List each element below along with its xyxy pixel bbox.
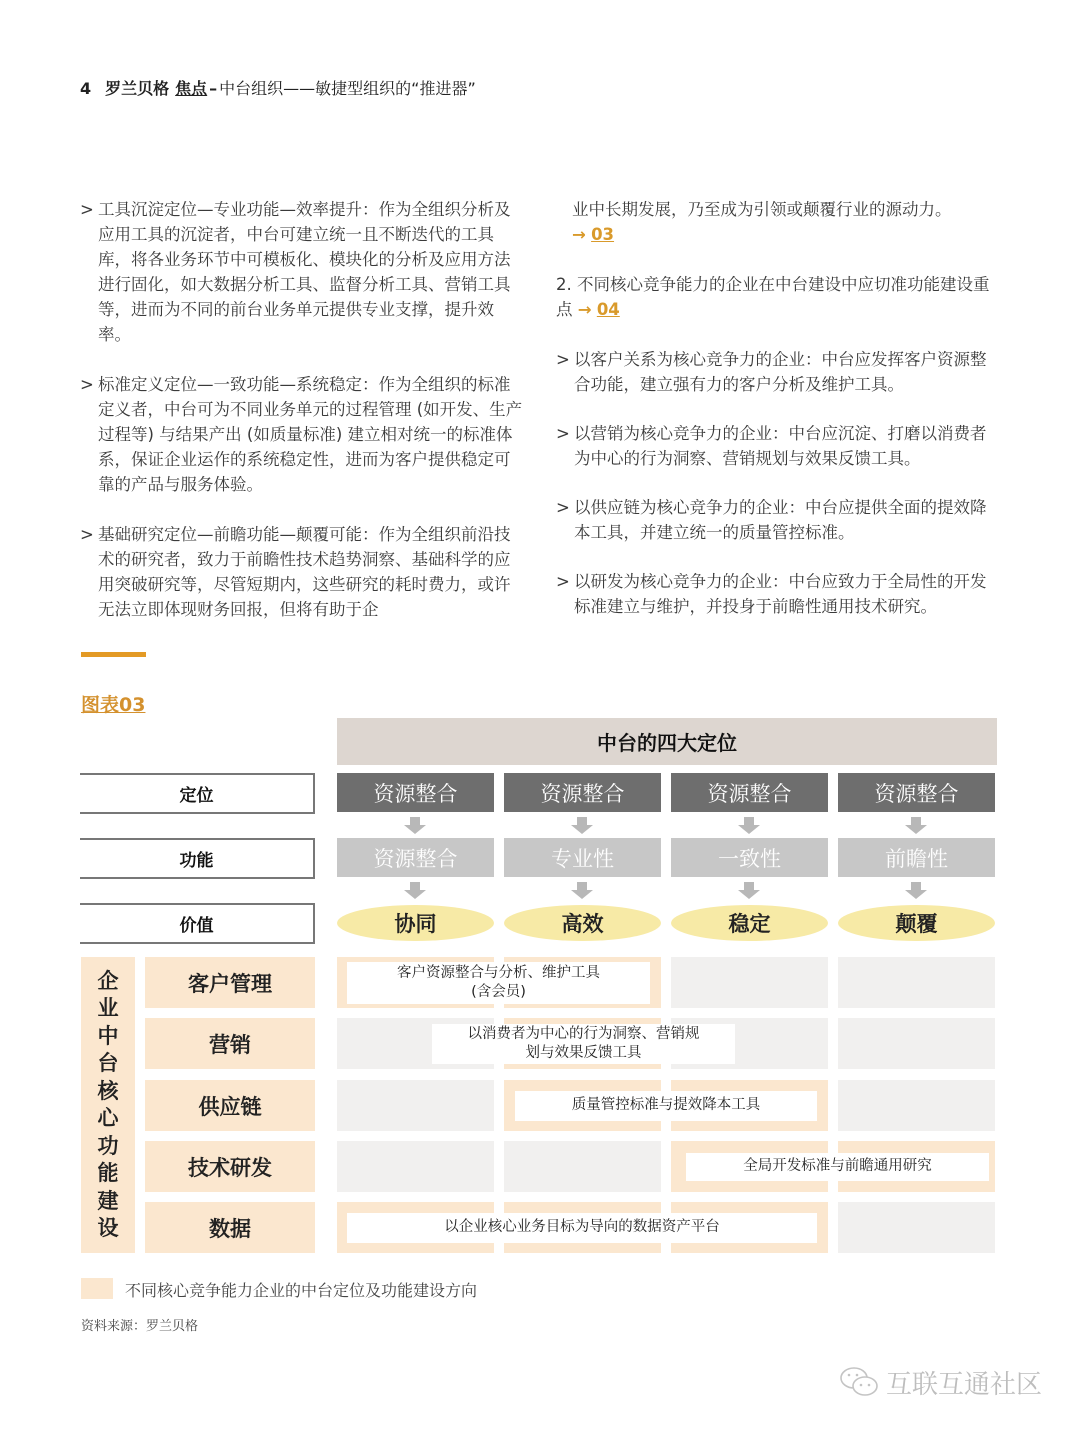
continuation-text: 业中长期发展，乃至成为引领或颠覆行业的源动力。 [572, 200, 952, 219]
vertical-label-char: 建 [97, 1188, 119, 1213]
matrix-cell [838, 1202, 995, 1253]
row-label-value: 价值 [80, 903, 315, 944]
figure-title: 图表03 [81, 694, 146, 716]
value-ellipse: 稳定 [671, 905, 828, 941]
page-header [80, 76, 476, 99]
bullet-marker: > [80, 375, 94, 394]
bullet-text: 以研发为核心竞争力的企业：中台应致力于全局性的开发标准建立与维护，并投身于前瞻性通用技术研究。 [574, 572, 987, 616]
positioning-cell: 资源整合 [838, 773, 995, 812]
matrix-cell [337, 1080, 494, 1131]
wechat-icon [838, 1365, 882, 1401]
matrix-row-label: 技术研发 [145, 1141, 315, 1192]
legend-text: 不同核心竞争能力企业的中台定位及功能建设方向 [125, 1281, 478, 1300]
bullet-item [80, 522, 526, 622]
header-dash: – [209, 79, 218, 98]
page-number: 4 [80, 79, 92, 98]
focus-label: 焦点 [175, 79, 208, 98]
function-cell: 前瞻性 [838, 838, 995, 877]
vertical-label-char: 能 [97, 1161, 119, 1185]
matrix-note: 以企业核心业务目标为导向的数据资产平台 [347, 1213, 817, 1243]
vertical-label-char: 业 [97, 996, 119, 1020]
vertical-label [81, 957, 135, 1253]
point-2 [556, 272, 1002, 322]
matrix-row-label: 数据 [145, 1202, 315, 1253]
bullet-item [556, 421, 1002, 471]
bullet-text: 标准定义定位—一致功能—系统稳定：作为全组织的标准定义者，中台可为不同业务单元的过程管理 (如开发、生产过程等) 与结果产出 (如质量标准) 建立相对统一的标准体系，保证企业运作的系统稳定性，进而为客户提供稳定可靠的产品与服务体验。 [98, 375, 523, 494]
legend-swatch [81, 1278, 113, 1299]
header-title: 中台组织——敏捷型组织的“推进器” [219, 79, 476, 98]
matrix-note: 全局开发标准与前瞻通用研究 [686, 1153, 989, 1181]
matrix-row-label: 营销 [145, 1018, 315, 1069]
bullet-item [556, 495, 1002, 545]
matrix-note: 质量管控标准与提效降本工具 [515, 1091, 817, 1121]
positioning-cell: 资源整合 [504, 773, 661, 812]
bullet-item [556, 569, 1002, 619]
row-label-positioning: 定位 [80, 773, 315, 814]
positioning-cell: 资源整合 [337, 773, 494, 812]
matrix-cell [671, 957, 828, 1008]
arrow-right-icon: → [572, 225, 586, 244]
vertical-label-char: 功 [97, 1133, 119, 1158]
arrow-right-icon: → [577, 300, 592, 319]
point-2-text: 2. 不同核心竞争能力的企业在中台建设中应切准功能建设重点 [556, 275, 990, 319]
vertical-label-char: 设 [97, 1216, 119, 1240]
vertical-label-char: 心 [97, 1106, 119, 1130]
bullet-text: 基础研究定位—前瞻功能—颠覆可能：作为全组织前沿技术的研究者，致力于前瞻性技术趋势洞察、基础科学的应用突破研究等，尽管短期内，这些研究的耗时费力，或许无法立即体现财务回报，但将有助于企 [98, 525, 511, 619]
bullet-marker: > [80, 525, 94, 544]
matrix-cell [838, 957, 995, 1008]
source-note: 资料来源：罗兰贝格 [81, 1319, 199, 1334]
bullet-text: 以供应链为核心竞争力的企业：中台应提供全面的提效降本工具，并建立统一的质量管控标准。 [574, 498, 987, 542]
figure-header: 中台的四大定位 [337, 718, 997, 765]
positioning-cell: 资源整合 [671, 773, 828, 812]
bullet-item [80, 372, 526, 497]
watermark [838, 1364, 1042, 1401]
value-ellipse: 颠覆 [838, 905, 995, 941]
bullet-item [80, 197, 526, 347]
matrix-cell [838, 1080, 995, 1131]
function-cell: 一致性 [671, 838, 828, 877]
function-cell: 资源整合 [337, 838, 494, 877]
value-ellipse: 高效 [504, 905, 661, 941]
matrix-cell [504, 1141, 661, 1192]
vertical-label-char: 核 [97, 1078, 119, 1103]
section-divider [81, 652, 146, 657]
vertical-label-char: 中 [97, 1023, 119, 1048]
bullet-item [556, 347, 1002, 397]
matrix-note: 以消费者为中心的行为洞察、营销规 划与效果反馈工具 [432, 1024, 735, 1064]
right-column [556, 197, 1002, 619]
matrix-row-label: 供应链 [145, 1080, 315, 1131]
value-ellipse: 协同 [337, 905, 494, 941]
bullet-marker: > [556, 350, 570, 369]
chart-ref-link-03[interactable]: 03 [591, 225, 615, 244]
row-label-function: 功能 [80, 838, 315, 879]
bullet-marker: > [556, 572, 570, 591]
bullet-marker: > [80, 200, 94, 219]
left-column [80, 197, 526, 622]
bullet-text: 工具沉淀定位—专业功能—效率提升：作为全组织分析及应用工具的沉淀者，中台可建立统一且不断迭代的工具库，将各业务环节中可模板化、模块化的分析及应用方法进行固化，如大数据分析工具、监督分析工具、营销工具等，进而为不同的前台业务单元提供专业支撑，提升效率。 [98, 200, 511, 344]
matrix-cell [337, 1141, 494, 1192]
function-cell: 专业性 [504, 838, 661, 877]
matrix-row-label: 客户管理 [145, 957, 315, 1008]
matrix-note: 客户资源整合与分析、维护工具 (含会员) [347, 962, 650, 1004]
vertical-label-char: 台 [97, 1051, 119, 1075]
brand-name: 罗兰贝格 [105, 79, 170, 98]
bullet-marker: > [556, 424, 570, 443]
continuation-paragraph [556, 197, 1002, 247]
chart-ref-link-04[interactable]: 04 [596, 300, 620, 319]
bullet-text: 以客户关系为核心竞争力的企业：中台应发挥客户资源整合功能，建立强有力的客户分析及维护工具。 [574, 350, 987, 394]
bullet-text: 以营销为核心竞争力的企业：中台应沉淀、打磨以消费者为中心的行为洞察、营销规划与效果反馈工具。 [574, 424, 987, 468]
vertical-label-char: 企 [97, 968, 119, 993]
bullet-marker: > [556, 498, 570, 517]
watermark-text: 互联互通社区 [886, 1370, 1043, 1400]
matrix-cell [838, 1018, 995, 1069]
